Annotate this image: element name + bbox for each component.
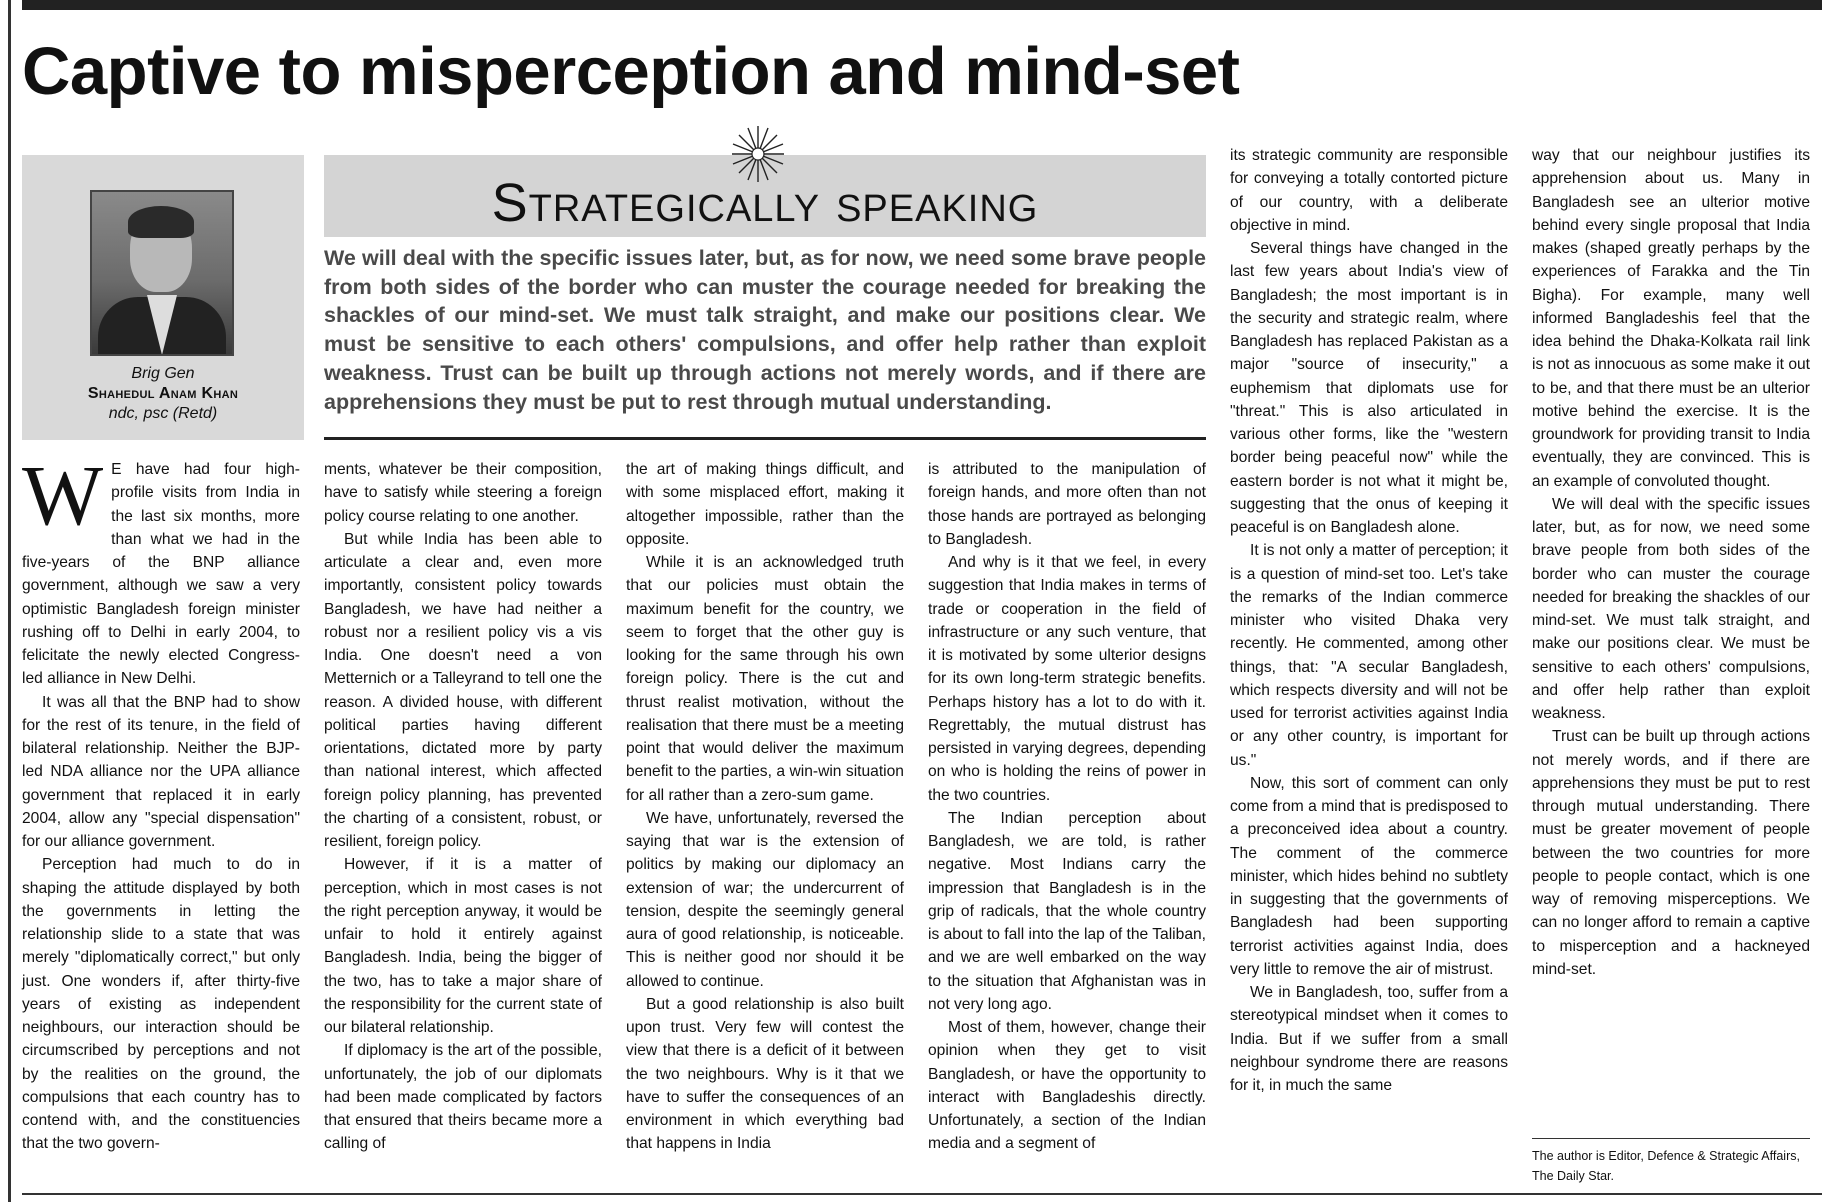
banner-title: Strategically speaking — [491, 173, 1039, 233]
paragraph: However, if it is a matter of perception, which in most cases is not the right perception anyway, it would be unfair to hold it entirely against Bangladesh. India, being the bigger of the two, has to take a major share of the responsibility for the current state of our bilateral relationship. — [324, 856, 602, 1036]
paragraph: W E have had four high-profile visits from India in the last six months, more than what we had in the five-years of the BNP alliance government, although we saw a very optimistic Bangladesh foreign minister rushing off to Delhi in early 2004, to felicitate the newly elected Congress-led alliance in New Delhi. — [22, 447, 300, 688]
article-column-2 — [324, 458, 602, 1156]
paragraph: And why is it that we feel, in every suggestion that India makes in terms of trade or cooperation in the field of infrastructure or any such venture, that it is motivated by some ulterior designs for its own long-term strategic benefits. Perhaps history has a lot to do with it. Regrettably, the mutual distrust has persisted in varying degrees, depending on who is holding the reins of power in the two countries. — [928, 554, 1206, 804]
paragraph: We will deal with the specific issues later, but, as for now, we need some brave people from both sides of the border who can muster the courage needed for breaking the shackles of our mind-set. We must talk straight, and make our positions clear. We must be sensitive to each others' compulsions, and offer help rather than exploit weakness. — [1532, 495, 1810, 722]
paragraph: the art of making things difficult, and with some misplaced effort, making it altogether impossible, rather than the opposite. — [626, 461, 904, 548]
star-burst-icon — [730, 124, 786, 184]
paragraph: If diplomacy is the art of the possible, unfortunately, the job of our diplomats had been made complicated by factors that ensured that theirs became more a calling of — [324, 1042, 602, 1153]
credit-rule — [1532, 1138, 1810, 1139]
author-rank: Brig Gen — [131, 365, 195, 382]
paragraph: But while India has been able to articulate a clear and, even more importantly, consistent policy towards Bangladesh, we have had neither a robust nor a resilient policy vis a vis India. One doesn't need a von Metternich or a Talleyrand to tell one the reason. A divided house, with different political parties having different orientations, dictated more by party than national interest, which affected foreign policy planning, has prevented the charting of a consistent, robust, or resilient, foreign policy. — [324, 530, 602, 850]
author-credit: The author is Editor, Defence & Strategic Affairs, The Daily Star. — [1532, 1149, 1800, 1183]
author-qualifications: ndc, psc (Retd) — [108, 405, 218, 422]
paragraph: We in Bangladesh, too, suffer from a stereotypical mindset when it comes to India. But if we suffer from a small neighbour syndrome there are reasons for it, in much the same — [1230, 984, 1508, 1094]
paragraph: We have, unfortunately, reversed the saying that war is the extension of politics by making our diplomacy an extension of war; the undercurrent of tension, despite the seemingly general aura of good relationship, is noticeable. This is neither good nor should it be allowed to continue. — [626, 809, 904, 990]
paragraph: It is not only a matter of perception; it is a question of mind-set too. Let's take the remarks of the Indian commerce minister who visited Dhaka very recently. He commented, among other things, that: "A secular Bangladesh, which respects diversity and will not be used for terrorist activities against India or any other country, is important for us." — [1230, 542, 1508, 769]
paragraph: Now, this sort of comment can only come from a mind that is predisposed to a preconceived idea about a country. The comment of the commerce minister, which hides behind no subtlety in suggesting that the governments of Bangladesh had been supporting terrorist activities against India, does very little to remove the air of mistrust. — [1230, 774, 1508, 978]
paragraph: ments, whatever be their composition, have to satisfy while steering a foreign policy course relating to one another. — [324, 461, 602, 525]
paragraph: Perception had much to do in shaping the attitude displayed by both the governments in letting the relationship slide to a state that was merely "diplomatically correct," but only just. One wonders if, after thirty-five years of existing as independent neighbours, our interaction should be circumscribed by perceptions and not by the realities on the ground, the compulsions that each country has to contend with, and the constituencies that the two govern- — [22, 856, 300, 1153]
author-name: Shahedul Anam Khan — [87, 385, 239, 402]
drop-cap: W — [22, 447, 104, 543]
headline: Captive to misperception and mind-set — [22, 34, 1240, 109]
article-column-3 — [626, 458, 904, 1156]
pull-quote: We will deal with the specific issues later, but, as for now, we need some brave people from both sides of the border who can muster the courage needed for breaking the shackles of our mind-set. We must talk straight, and make our positions clear. We must be sensitive to each others' compulsions, and offer help rather than exploit weakness. Trust can be built up through actions not merely words, and if there are apprehensions they must be put to rest through mutual understanding. — [324, 246, 1206, 414]
pull-quote-rule — [324, 437, 1206, 440]
paragraph: It was all that the BNP had to show for the rest of its tenure, in the field of bilateral relationship. Neither the BJP-led NDA alliance nor the UPA alliance government that replaced it in early 2004, allow any "special dispensation" for our alliance government. — [22, 693, 300, 850]
bottom-rule — [22, 1193, 1822, 1195]
paragraph: Most of them, however, change their opinion when they get to visit Bangladesh, or have the opportunity to interact with Bangladeshis directly. Unfortunately, a section of the Indian media and a segment of — [928, 1019, 1206, 1153]
top-rule — [22, 0, 1822, 10]
article-column-1 — [22, 447, 300, 1156]
paragraph: While it is an acknowledged truth that our policies must obtain the maximum benefit for the country, we seem to forget that the other guy is looking for the same through his own foreign policy. There is the cut and thrust realist motivation, without the realisation that there must be a meeting point that would deliver the maximum benefit to the parties, a win-win situation for all rather than a zero-sum game. — [626, 554, 904, 804]
paragraph: The Indian perception about Bangladesh, we are told, is rather negative. Most Indians carry the impression that Bangladesh is in the grip of radicals, that the whole country is about to fall into the lap of the Taliban, and we are well embarked on the way to the situation that Afghanistan was in not very long ago. — [928, 809, 1206, 1013]
left-rule — [8, 0, 11, 1202]
paragraph: Trust can be built up through actions not merely words, and if there are apprehensions they must be put to rest through mutual understanding. There must be greater movement of people between the two countries for more people to people contact, which is one way of removing misperceptions. We can no longer afford to remain a captive to misperception and a hackneyed mind-set. — [1532, 728, 1810, 978]
paragraph: Several things have changed in the last few years about India's view of Bangladesh; the most important is in the security and strategic realm, where Bangladesh has replaced Pakistan as a major "source of insecurity," a euphemism that diplomats use for "threat." This is also articulated in various other forms, like the "western border being peaceful now" while the eastern border is not what it might be, suggesting that the onus of keeping it peaceful is on Bangladesh alone. — [1230, 240, 1508, 536]
article-column-6 — [1532, 144, 1810, 981]
author-box — [22, 155, 304, 440]
paragraph: But a good relationship is also built upon trust. Very few will contest the view that there is a deficit of it between the two neighbours. Why is it that we have to suffer the consequences of an environment in which everything bad that happens in India — [626, 995, 904, 1153]
paragraph: is attributed to the manipulation of foreign hands, and more often than not those hands are portrayed as belonging to Bangladesh. — [928, 461, 1206, 548]
paragraph: its strategic community are responsible for conveying a totally contorted picture of our country, with a deliberate objective in mind. — [1230, 147, 1508, 234]
author-photo — [90, 190, 234, 356]
article-column-4 — [928, 458, 1206, 1156]
article-column-5 — [1230, 144, 1508, 1097]
paragraph: way that our neighbour justifies its apprehension about us. Many in Bangladesh see an ulterior motive behind every single proposal that India makes (shaped greatly perhaps by the experiences of Farakka and the Tin Bigha). For example, many well informed Bangladeshis feel that the idea behind the Dhaka-Kolkata rail link is not as innocuous as some make it out to be, and that there must be an ulterior motive behind the exercise. It is the groundwork for providing transit to India eventually, they are convinced. This is an example of convoluted thought. — [1532, 147, 1810, 490]
